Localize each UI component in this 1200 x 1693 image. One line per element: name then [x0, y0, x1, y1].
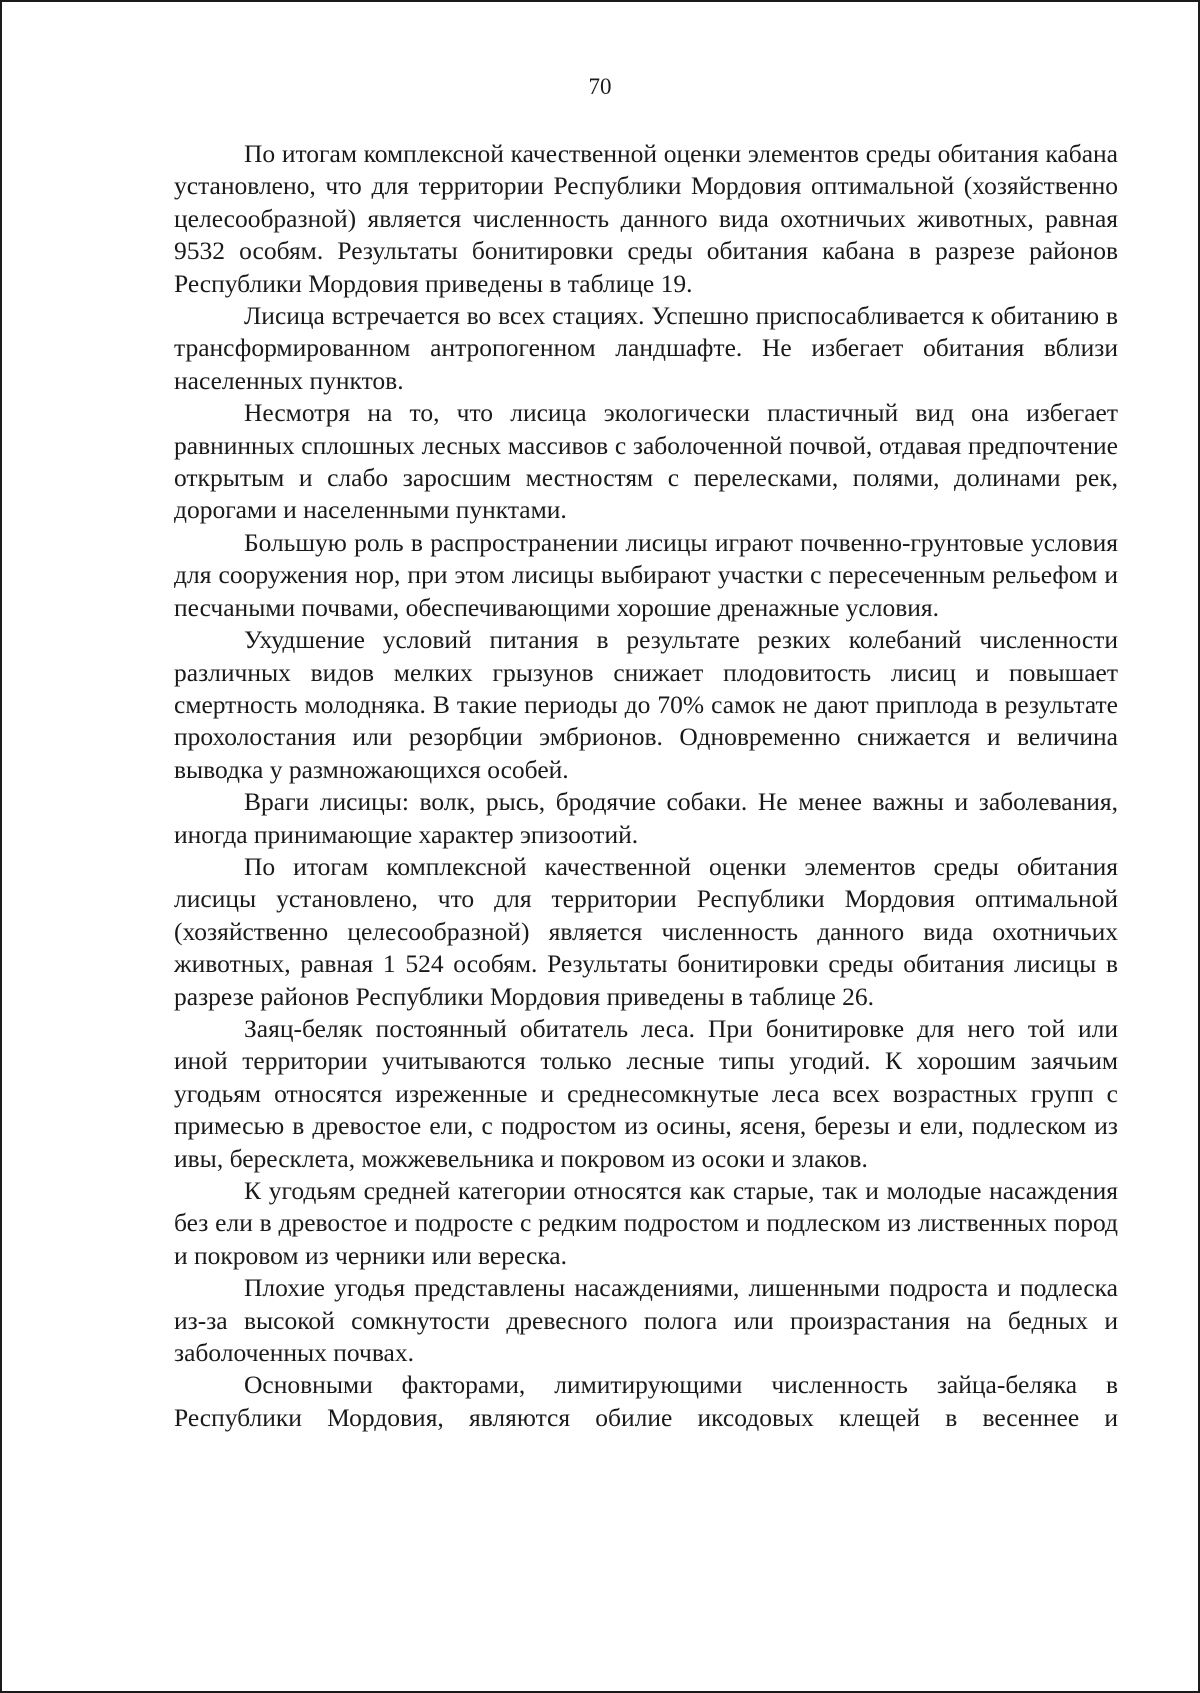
paragraph: Основными факторами, лимитирующими численность зайца-беляка в Республики Мордовия, являются обилие иксодовых клещей в весеннее и [174, 1370, 1118, 1432]
paragraph: Лисица встречается во всех стациях. Успешно приспосабливается к обитанию в трансформированном антропогенном ландшафте. Не избегает обитания вблизи населенных пунктов. [174, 301, 1118, 395]
paragraph: Враги лисицы: волк, рысь, бродячие собаки. Не менее важны и заболевания, иногда принимающие характер эпизоотий. [174, 787, 1118, 849]
page-number: 70 [588, 74, 612, 99]
body-text [174, 138, 1118, 1434]
paragraph: Заяц-беляк постоянный обитатель леса. При бонитировке для него той или иной территории учитываются только лесные типы угодий. К хорошим заячьим угодьям относятся изреженные и среднесомкнутые леса всех возрастных групп с примесью в древостое ели, с подростом из осины, ясеня, березы и ели, подлеском из ивы, бересклета, можжевельника и покровом из осоки и злаков. [174, 1013, 1118, 1173]
paragraph: Плохие угодья представлены насаждениями, лишенными подроста и подлеска из-за высокой сомкнутости древесного полога или произрастания на бедных и заболоченных почвах. [174, 1273, 1118, 1368]
paragraph: Ухудшение условий питания в результате резких колебаний численности различных видов мелких грызунов снижает плодовитость лисиц и повышает смертность молодняка. В такие периоды до 70% самок не дают приплода в результате прохолостания или резорбции эмбрионов. Одновременно снижается и величина выводка у размножающихся особей. [174, 625, 1118, 784]
paragraph: По итогам комплексной качественной оценки элементов среды обитания лисицы установлено, что для территории Республики Мордовия оптимальной (хозяйственно целесообразной) является численность данного вида охотничьих животных, равная 1 524 особям. Результаты бонитировки среды обитания лисицы в разрезе районов Республики Мордовия приведены в таблице 26. [174, 851, 1118, 1011]
paragraph: Большую роль в распространении лисицы играют почвенно-грунтовые условия для сооружения нор, при этом лисицы выбирают участки с пересеченным рельефом и песчаными почвами, обеспечивающими хорошие дренажные условия. [174, 527, 1118, 622]
paragraph: Несмотря на то, что лисица экологически пластичный вид она избегает равнинных сплошных лесных массивов с заболоченной почвой, отдавая предпочтение открытым и слабо заросшим местностям с перелесками, полями, долинами рек, дорогами и населенными пунктами. [174, 398, 1118, 525]
paragraph: К угодьям средней категории относятся как старые, так и молодые насаждения без ели в древостое и подросте с редким подростом и подлеском из лиственных пород и покровом из черники или вереска. [174, 1176, 1118, 1270]
paragraph: По итогам комплексной качественной оценки элементов среды обитания кабана установлено, что для территории Республики Мордовия оптимальной (хозяйственно целесообразной) является численность данного вида охотничьих животных, равная 9532 особям. Результаты бонитировки среды обитания кабана в разрезе районов Республики Мордовия приведены в таблице 19. [174, 139, 1118, 298]
